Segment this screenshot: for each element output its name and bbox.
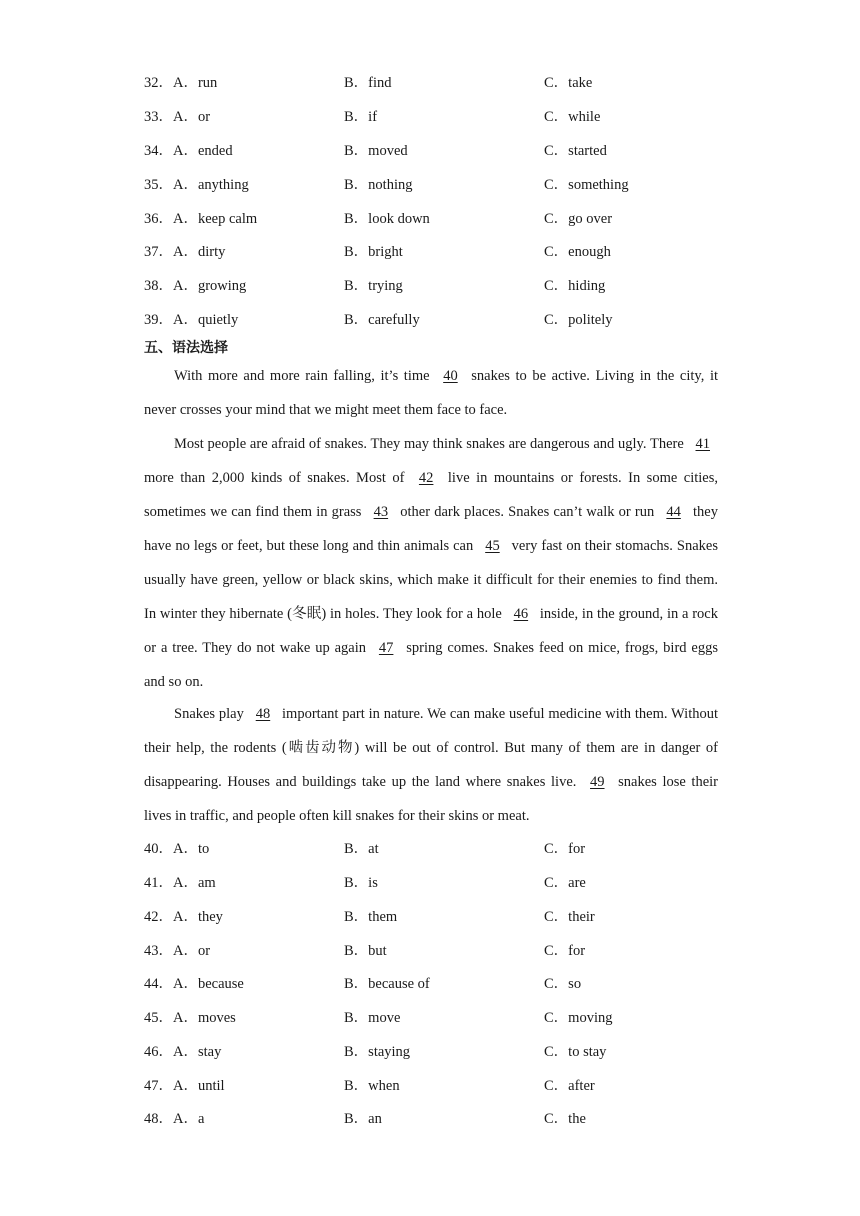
question-row-48 — [144, 1108, 744, 1130]
question-row-36 — [144, 208, 744, 230]
blank-41: 41 — [695, 436, 710, 452]
option-c: C．to stay — [544, 1044, 607, 1060]
question-row-45 — [144, 1007, 744, 1029]
blank-49: 49 — [590, 774, 605, 790]
question-row-33 — [144, 106, 744, 128]
option-a: 47．A．until — [144, 1078, 225, 1094]
option-a: 40．A．to — [144, 841, 210, 857]
passage-paragraph-3: Snakes play 48 important part in nature. We can make useful medicine with them. Without their help, the rodents (啮齿动物) will be out of control. But many of them are in danger of disappearing. Houses and buildings take up the land where snakes live. 49 snakes lose their lives in traffic, and people often kill snakes for their skins or meat. — [144, 697, 718, 833]
question-row-39 — [144, 309, 744, 331]
option-a: 39．A．quietly — [144, 312, 239, 328]
option-a: 37．A．dirty — [144, 244, 226, 260]
option-a: 46．A．stay — [144, 1044, 222, 1060]
option-b: B．moved — [344, 143, 408, 159]
question-row-37 — [144, 241, 744, 263]
option-c: C．something — [544, 177, 629, 193]
option-c: C．hiding — [544, 278, 606, 294]
question-row-32 — [144, 72, 744, 94]
option-b: B．staying — [344, 1044, 411, 1060]
option-b: B．an — [344, 1111, 382, 1127]
option-a: 41．A．am — [144, 875, 216, 891]
option-b: B．nothing — [344, 177, 413, 193]
blank-48: 48 — [255, 706, 271, 722]
option-c: C．moving — [544, 1010, 613, 1026]
option-c: C．for — [544, 943, 586, 959]
option-b: B．them — [344, 909, 398, 925]
option-c: C．for — [544, 841, 586, 857]
option-a: 34．A．ended — [144, 143, 233, 159]
option-a: 32．A．run — [144, 75, 218, 91]
option-c: C．after — [544, 1078, 595, 1094]
blank-43: 43 — [373, 504, 389, 520]
blank-40: 40 — [443, 368, 458, 384]
option-b: B．find — [344, 75, 392, 91]
question-row-35 — [144, 174, 744, 196]
option-a: 33．A．or — [144, 109, 211, 125]
option-b: B．is — [344, 875, 378, 891]
option-c: C．go over — [544, 211, 613, 227]
question-row-44 — [144, 973, 744, 995]
question-row-47 — [144, 1075, 744, 1097]
question-row-41 — [144, 872, 744, 894]
question-row-34 — [144, 140, 744, 162]
option-c: C．their — [544, 909, 595, 925]
option-b: B．if — [344, 109, 378, 125]
option-a: 38．A．growing — [144, 278, 247, 294]
option-b: B．bright — [344, 244, 403, 260]
question-row-40 — [144, 838, 744, 860]
option-b: B．because of — [344, 976, 430, 992]
option-b: B．carefully — [344, 312, 420, 328]
blank-46: 46 — [513, 606, 529, 622]
option-c: C．while — [544, 109, 601, 125]
option-c: C．so — [544, 976, 582, 992]
option-a: 42．A．they — [144, 909, 223, 925]
option-a: 48．A．a — [144, 1111, 205, 1127]
section-title: 五、语法选择 — [144, 340, 228, 356]
option-c: C．enough — [544, 244, 611, 260]
option-a: 44．A．because — [144, 976, 244, 992]
option-b: B．trying — [344, 278, 403, 294]
option-c: C．politely — [544, 312, 613, 328]
blank-45: 45 — [485, 538, 500, 554]
blank-42: 42 — [418, 470, 434, 486]
passage-paragraph-2: Most people are afraid of snakes. They may think snakes are dangerous and ugly. There 41 more than 2,000 kinds of snakes. Most of 42 live in mountains or forests. In some cities, sometimes we can find them in grass 43 other dark places. Snakes can’t walk or run 44 they have no legs or feet, but these long and thin animals can 45 very fast on their stomachs. Snakes usually have green, yellow or black skins, which make it difficult for their enemies to find them. In winter they hibernate (冬眠) in holes. They look for a hole 46 inside, in the ground, in a rock or a tree. They do not wake up again 47 spring comes. Snakes feed on mice, frogs, bird eggs and so on. — [144, 427, 718, 699]
option-a: 35．A．anything — [144, 177, 249, 193]
question-row-42 — [144, 906, 744, 928]
question-row-43 — [144, 940, 744, 962]
option-c: C．are — [544, 875, 586, 891]
option-b: B．look down — [344, 211, 430, 227]
question-row-46 — [144, 1041, 744, 1063]
option-c: C．take — [544, 75, 593, 91]
option-a: 36．A．keep calm — [144, 211, 258, 227]
option-b: B．when — [344, 1078, 400, 1094]
option-c: C．the — [544, 1111, 586, 1127]
option-b: B．but — [344, 943, 387, 959]
blank-44: 44 — [666, 504, 681, 520]
option-b: B．move — [344, 1010, 401, 1026]
option-a: 45．A．moves — [144, 1010, 236, 1026]
option-c: C．started — [544, 143, 607, 159]
blank-47: 47 — [378, 640, 394, 656]
option-a: 43．A．or — [144, 943, 211, 959]
option-b: B．at — [344, 841, 379, 857]
passage-paragraph-1: With more and more rain falling, it’s time 40 snakes to be active. Living in the city, it never crosses your mind that we might meet them face to face. — [144, 359, 718, 427]
question-row-38 — [144, 275, 744, 297]
